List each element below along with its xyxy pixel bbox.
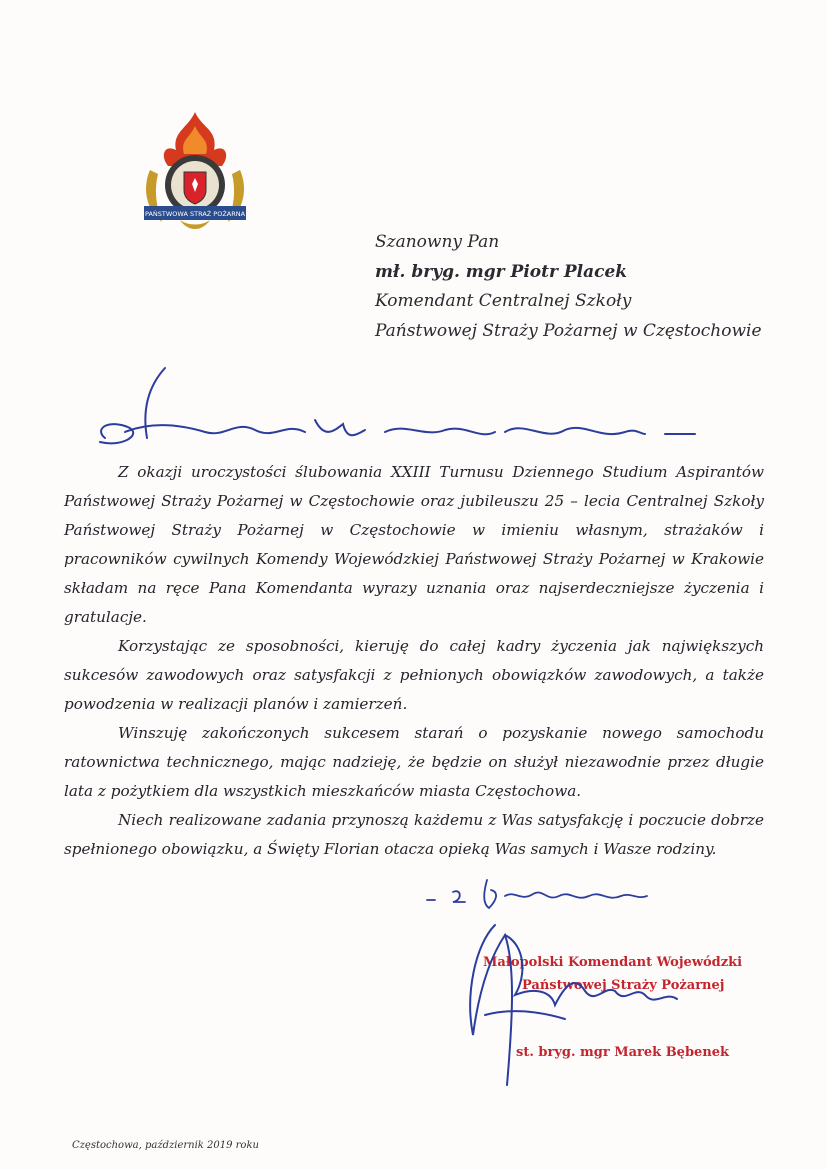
letter-body [64,458,764,864]
paragraph: Z okazji uroczystości ślubowania XXIII Turnusu Dziennego Studium Aspirantów Państwowej Straży Pożarnej w Częstochowie oraz jubileuszu 25 – lecia Centralnej Szkoły Państwowej Straży Pożarnej w Częstochowie w imieniu własnym, strażaków i pracowników cywilnych Komendy Wojewódzkiej Państwowej Straży Pożarnej w Krakowie składam na ręce Pana Komendanta wyrazy uznania oraz najserdeczniejsze życzenia i gratulacje. [64,463,764,626]
handwritten-signature [455,895,715,1095]
address-line-4: Państwowej Straży Pożarnej w Częstochowie [375,321,762,341]
handwritten-salutation [85,360,705,455]
stamp-line-1: Małopolski Komendant Wojewódzki [483,955,743,970]
footer-date: Częstochowa, październik 2019 roku [72,1140,259,1151]
paragraph: Niech realizowane zadania przynoszą każdemu z Was satysfakcję i poczucie dobrze spełnionego obowiązku, a Święty Florian otacza opieką Was samych i Wasze rodziny. [64,811,764,858]
stamp-line-2: Państwowej Straży Pożarnej [522,978,725,993]
stamp-signatory: st. bryg. mgr Marek Bębenek [516,1045,730,1060]
emblem-logo [140,110,250,235]
paragraph: Winszuję zakończonych sukcesem starań o pozyskanie nowego samochodu ratownictwa technicznego, mając nadzieję, że będzie on służył niezawodnie przez długie lata z pożytkiem dla wszystkich mieszkańców miasta Częstochowa. [64,724,764,800]
address-line-3: Komendant Centralnej Szkoły [375,291,632,311]
paragraph: Korzystając ze sposobności, kieruję do całej kadry życzenia jak największych sukcesów zawodowych oraz satysfakcji z pełnionych obowiązków zawodowych, a także powodzenia w realizacji planów i zamierzeń. [64,637,764,713]
emblem-text: PAŃSTWOWA STRAŻ POŻARNA [144,210,246,218]
address-line-2: mł. bryg. mgr Piotr Placek [375,262,628,282]
address-line-1: Szanowny Pan [375,232,500,252]
